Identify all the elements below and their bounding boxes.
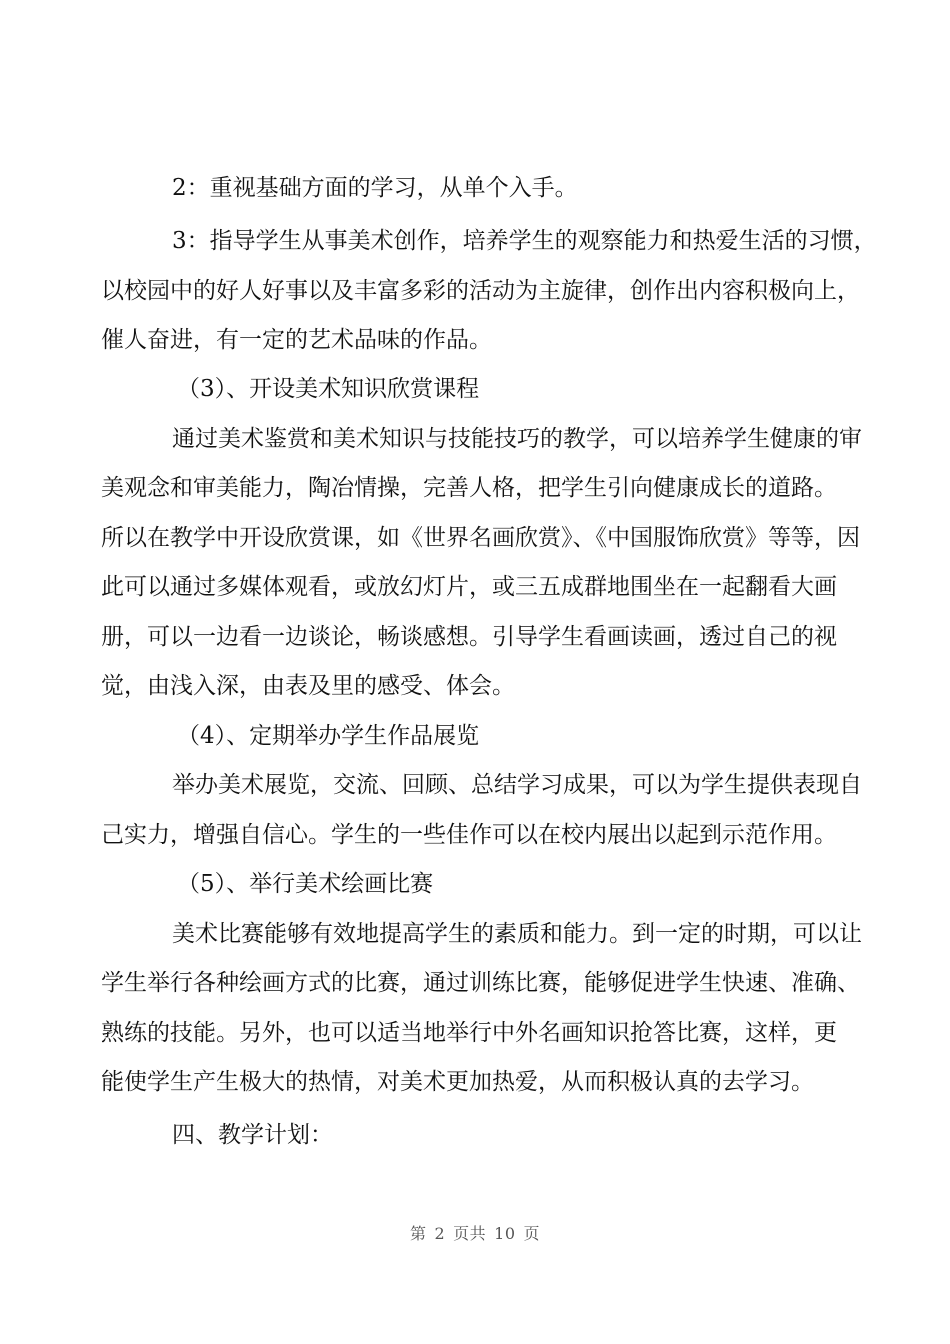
paragraph-line: 册，可以一边看一边谈论，畅谈感想。引导学生看画读画，透过自己的视 <box>101 624 837 650</box>
paragraph-line: 能使学生产生极大的热情，对美术更加热爱，从而积极认真的去学习。 <box>101 1069 814 1095</box>
paragraph-line: 美观念和审美能力，陶冶情操，完善人格，把学生引向健康成长的道路。 <box>101 475 837 501</box>
footer-current-page: 2 <box>434 1224 446 1243</box>
footer-suffix: 页 <box>523 1224 541 1243</box>
section-heading: （4）、定期举办学生作品展览 <box>177 723 480 749</box>
paragraph-line: 美术比赛能够有效地提高学生的素质和能力。到一定的时期，可以让 <box>172 921 862 947</box>
paragraph-line: 以校园中的好人好事以及丰富多彩的活动为主旋律，创作出内容积极向上， <box>101 278 860 304</box>
footer-total-pages: 10 <box>494 1224 516 1243</box>
paragraph-line: 2：重视基础方面的学习，从单个入手。 <box>172 175 578 201</box>
paragraph-line: 觉，由浅入深，由表及里的感受、体会。 <box>101 673 515 699</box>
paragraph-line: 催人奋进，有一定的艺术品味的作品。 <box>101 327 492 353</box>
section-heading: 四、教学计划： <box>172 1122 333 1148</box>
footer-middle: 页共 <box>453 1224 487 1243</box>
footer-prefix: 第 <box>409 1224 427 1243</box>
paragraph-line: 所以在教学中开设欣赏课，如《世界名画欣赏》、《中国服饰欣赏》等等，因 <box>101 525 860 551</box>
paragraph-line: 己实力，增强自信心。学生的一些佳作可以在校内展出以起到示范作用。 <box>101 822 837 848</box>
section-heading: （5）、举行美术绘画比赛 <box>177 871 434 897</box>
paragraph-line: 学生举行各种绘画方式的比赛，通过训练比赛，能够促进学生快速、准确、 <box>101 970 860 996</box>
page-footer <box>0 1222 950 1246</box>
paragraph-line: 通过美术鉴赏和美术知识与技能技巧的教学，可以培养学生健康的审 <box>172 426 862 452</box>
paragraph-line: 3：指导学生从事美术创作，培养学生的观察能力和热爱生活的习惯， <box>172 228 877 254</box>
paragraph-line: 此可以通过多媒体观看，或放幻灯片，或三五成群地围坐在一起翻看大画 <box>101 574 837 600</box>
paragraph-line: 熟练的技能。另外，也可以适当地举行中外名画知识抢答比赛，这样，更 <box>101 1020 837 1046</box>
paragraph-line: 举办美术展览，交流、回顾、总结学习成果，可以为学生提供表现自 <box>172 772 862 798</box>
section-heading: （3）、开设美术知识欣赏课程 <box>177 376 480 402</box>
